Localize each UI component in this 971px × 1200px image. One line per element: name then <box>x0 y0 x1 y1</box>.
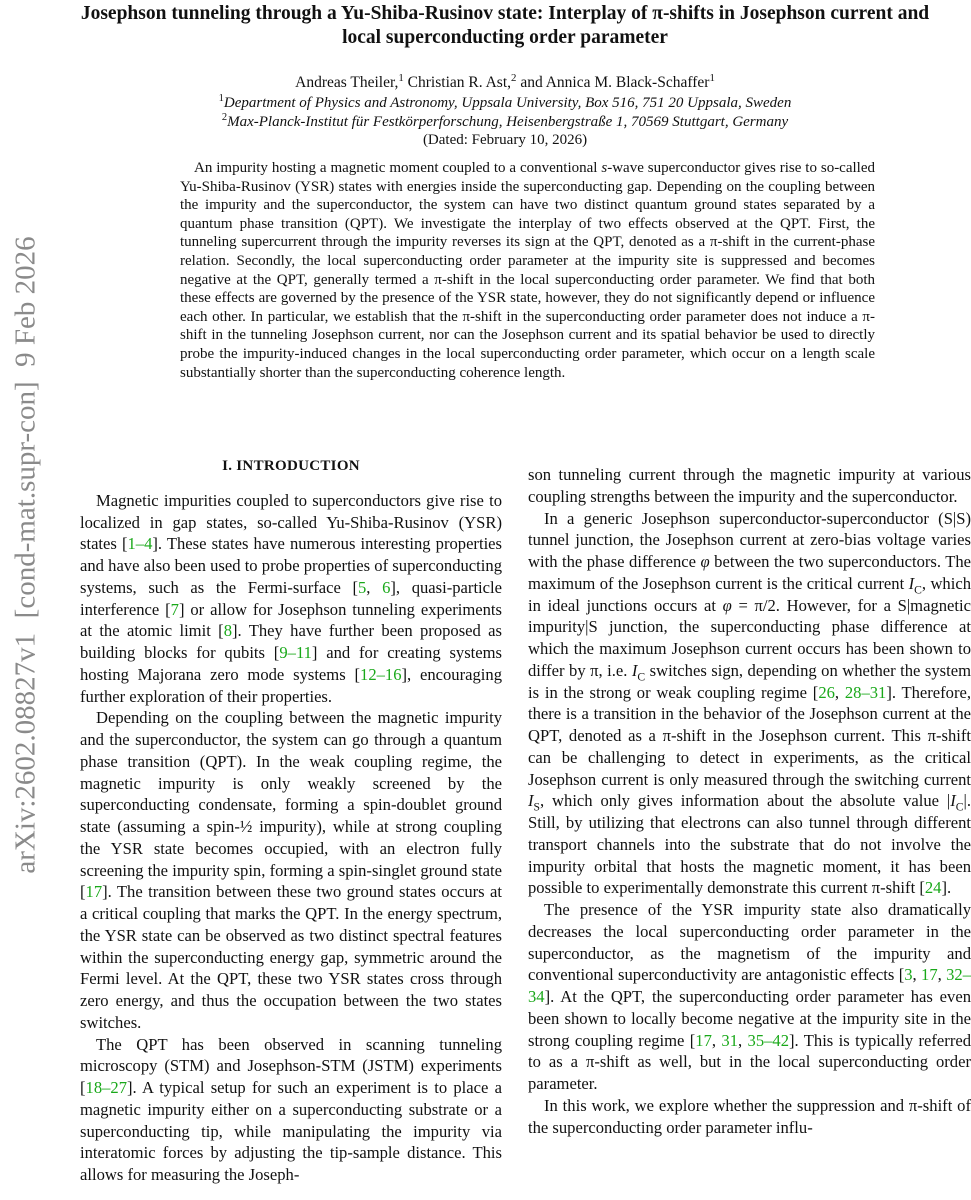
text-run: switches sign, depending on whether the system is in the strong or weak coupling regime [ <box>528 660 971 702</box>
citation-link[interactable]: 9–11 <box>279 643 312 662</box>
section-heading: I. INTRODUCTION <box>222 458 360 474</box>
text-run: ]. Therefore, there is a transition in the behavior of the Josephson current at the QPT, denoted as a π-shift in the Josephson current. This π-shift can be challenging to detect in experiments, as the critical Josephson current is only measured through the switching current <box>528 682 971 789</box>
text-run: ]. This is typically referred to as a π-shift as well, but in the local superconducting order parameter. <box>528 1030 971 1093</box>
text-run: , which in ideal junctions occurs at <box>528 573 971 615</box>
author-name: Andreas Theiler, <box>295 74 399 91</box>
citation-link[interactable]: 6 <box>382 577 391 597</box>
citation-link[interactable]: 32–34 <box>528 965 971 1006</box>
author-name: and Annica M. Black-Schaffer <box>520 74 710 91</box>
citation-link[interactable]: 31 <box>721 1030 738 1050</box>
affiliations <box>60 94 950 150</box>
text-run: = π/2. However, for a S|magnetic impurity|S junction, the superconducting phase difference at which the maximum Josephson current occurs has been shown to differ by π, i.e. <box>528 595 971 680</box>
intro-text-left <box>80 490 502 1186</box>
text-run: The presence of the YSR impurity state also dramatically decreases the local superconducting order parameter in the superconductor, as the magnetism of the impurity and conventional superconductivity are antagonistic effects [ <box>528 900 971 985</box>
affiliation-mark: 1 <box>709 71 715 84</box>
citation-link[interactable]: 3 <box>904 965 913 985</box>
text-run: , <box>366 577 383 597</box>
text-run: An impurity hosting a magnetic moment coupled to a conventional <box>194 160 602 176</box>
math-subscript: C <box>955 800 964 814</box>
affiliation-mark: 2 <box>511 71 517 84</box>
affiliation-mark: 1 <box>398 71 404 84</box>
paragraph <box>80 707 502 1033</box>
text-run: ]. They have further been proposed as building blocks for qubits [ <box>80 621 503 662</box>
math-subscript: S <box>533 800 540 814</box>
text-run: In this work, we explore whether the suppression and π-shift of the superconducting order parameter influ- <box>528 1095 971 1137</box>
text-run: The QPT has been observed in scanning tunneling microscopy (STM) and Josephson-STM (JSTM) experiments [ <box>80 1034 502 1097</box>
text-run: ] and for creating systems hosting Majorana zero mode systems [ <box>80 643 502 684</box>
citation-link[interactable]: 26 <box>818 682 835 702</box>
arxiv-identifier: arXiv:2602.08827v1 [cond-mat.supr-con] 9 Feb 2026 <box>9 236 42 874</box>
paragraph <box>80 1034 502 1186</box>
abstract <box>180 159 875 382</box>
citation-link[interactable]: 17 <box>921 965 938 985</box>
text-run: , which only gives information about the absolute value | <box>540 791 951 811</box>
author-list <box>60 71 950 92</box>
text-run: -wave superconductor gives rise to so-called Yu-Shiba-Rusinov (YSR) states with energies inside the superconducting gap. Depending on the coupling between the impurity and the superconductor, the system can have two distinct quantum ground states separated by a quantum phase transition (QPT). We investigate the interplay of two effects observed at the QPT. First, the tunneling supercurrent through the impurity reverses its sign at the QPT, denoted as a π-shift in the current-phase relation. Secondly, the local superconducting order parameter at the impurity site is suppressed and becomes negative at the QPT, generally termed a π-shift in the local superconducting order parameter. We find that both these effects are governed by the presence of the YSR state, however, they do not significantly depend or influence each other. In particular, we establish that the π-shift in the superconducting order parameter does not induce a π-shift in the tunneling Josephson current, nor can the Josephson current and its spatial behavior be used to directly probe the impurity-induced changes in the local superconducting order parameter, which occur on a length scale substantially shorter than the superconducting coherence length. <box>180 160 875 381</box>
text-run: , <box>834 682 845 702</box>
text-run: ]. The transition between these two ground states occurs at a critical coupling that marks the QPT. In the energy spectrum, the YSR state can be observed as two distinct spectral features within the superconducting energy gap, symmetric around the Fermi level. At the QPT, these two YSR states cross through zero energy, and thus the occupation between the two states switches. <box>80 882 502 1032</box>
text-run: son tunneling current through the magnetic impurity at various coupling strengths between the impurity and the superconductor. <box>528 465 971 506</box>
text-run: , <box>711 1030 722 1050</box>
affiliation <box>60 94 950 113</box>
math-subscript: C <box>914 583 922 597</box>
text-run: In a generic Josephson superconductor-superconductor (S|S) tunnel junction, the Josephson current at zero-bias voltage varies with the phase difference <box>528 508 971 571</box>
text-run: ]. <box>941 878 952 898</box>
affiliation <box>60 113 950 132</box>
text-run: ]. A typical setup for such an experiment is to place a magnetic impurity either on a superconducting substrate or a superconducting tip, while manipulating the impurity via interatomic forces by adjusting the tip-sample distance. This allows for measuring the Joseph- <box>80 1078 502 1184</box>
citation-link[interactable]: 5 <box>358 577 367 597</box>
paragraph <box>80 490 502 708</box>
citation-link[interactable]: 18–27 <box>85 1078 128 1097</box>
math-symbol: φ <box>722 595 732 615</box>
text-run: between the two superconductors. The maximum of the Josephson current is the critical current <box>528 552 971 593</box>
text-run: |. Still, by utilizing that electrons can also tunnel through different transport channels into the substrate that do not involve the impurity orbital that hosts the magnetic moment, it has been possible to experimentally demonstrate this current π-shift [ <box>528 791 971 898</box>
citation-link[interactable]: 24 <box>924 878 942 898</box>
affiliation-number: 2 <box>221 111 228 123</box>
citation-link[interactable]: 7 <box>170 599 179 619</box>
citation-link[interactable]: 28–31 <box>844 682 887 702</box>
math-symbol: I <box>528 791 534 811</box>
paragraph <box>528 899 971 1095</box>
citation-link[interactable]: 12–16 <box>360 664 402 684</box>
paragraph <box>528 464 971 508</box>
intro-text-right <box>528 464 971 1138</box>
left-column <box>80 456 502 1186</box>
math-symbol: I <box>631 660 638 680</box>
text-run: , <box>937 965 947 985</box>
math-symbol: I <box>950 791 956 811</box>
affiliation-text: Department of Physics and Astronomy, Uppsala University, Box 516, 751 20 Uppsala, Sweden <box>223 95 792 111</box>
author-name: Christian R. Ast, <box>407 74 512 91</box>
text-run: ], quasi-particle interference [ <box>80 577 503 619</box>
paragraph <box>528 508 971 900</box>
text-run: Magnetic impurities coupled to superconductors give rise to localized in gap states, so-called Yu-Shiba-Rusinov (YSR) states [ <box>80 490 502 554</box>
text-run: ] or allow for Josephson tunneling experiments at the atomic limit [ <box>80 599 502 641</box>
affiliation-text: Max-Planck-Institut für Festkörperforschung, Heisenbergstraße 1, 70569 Stuttgart, Germany <box>227 113 789 130</box>
citation-link[interactable]: 1–4 <box>127 534 153 554</box>
paper-title: Josephson tunneling through a Yu-Shiba-Rusinov state: Interplay of π-shifts in Josephson current and local superconducting order parameter <box>80 3 930 48</box>
text-run: Depending on the coupling between the magnetic impurity and the superconductor, the system can go through a quantum phase transition (QPT). In the weak coupling regime, the magnetic impurity is only weakly screened by the superconducting condensate, forming a spin-doublet ground state (assuming a spin-½ impurity), while at strong coupling the YSR state becomes occupied, with an electron fully screening the impurity spin, forming a spin-singlet ground state [ <box>80 708 502 902</box>
citation-link[interactable]: 17 <box>695 1030 712 1050</box>
text-run: , <box>912 965 922 985</box>
paragraph <box>528 1095 971 1139</box>
date-line: (Dated: February 10, 2026) <box>422 132 588 148</box>
affiliation-number: 1 <box>218 93 224 104</box>
math-symbol: φ <box>700 552 710 571</box>
citation-link[interactable]: 8 <box>223 621 232 641</box>
citation-link[interactable]: 35–42 <box>747 1030 790 1050</box>
text-run: ]. At the QPT, the superconducting order parameter has even been shown to locally become negative at the impurity site in the strong coupling regime [ <box>528 987 971 1050</box>
text-run: ], encouraging further exploration of their properties. <box>80 664 502 706</box>
math-symbol: I <box>908 573 915 593</box>
text-run: , <box>738 1030 748 1050</box>
citation-link[interactable]: 17 <box>85 882 103 902</box>
math-symbol: s <box>601 160 608 176</box>
text-run: ]. These states have numerous interesting properties and have also been used to probe properties of superconducting systems, such as the Fermi-surface [ <box>80 534 502 597</box>
math-subscript: C <box>637 670 646 684</box>
right-column <box>528 464 971 1138</box>
